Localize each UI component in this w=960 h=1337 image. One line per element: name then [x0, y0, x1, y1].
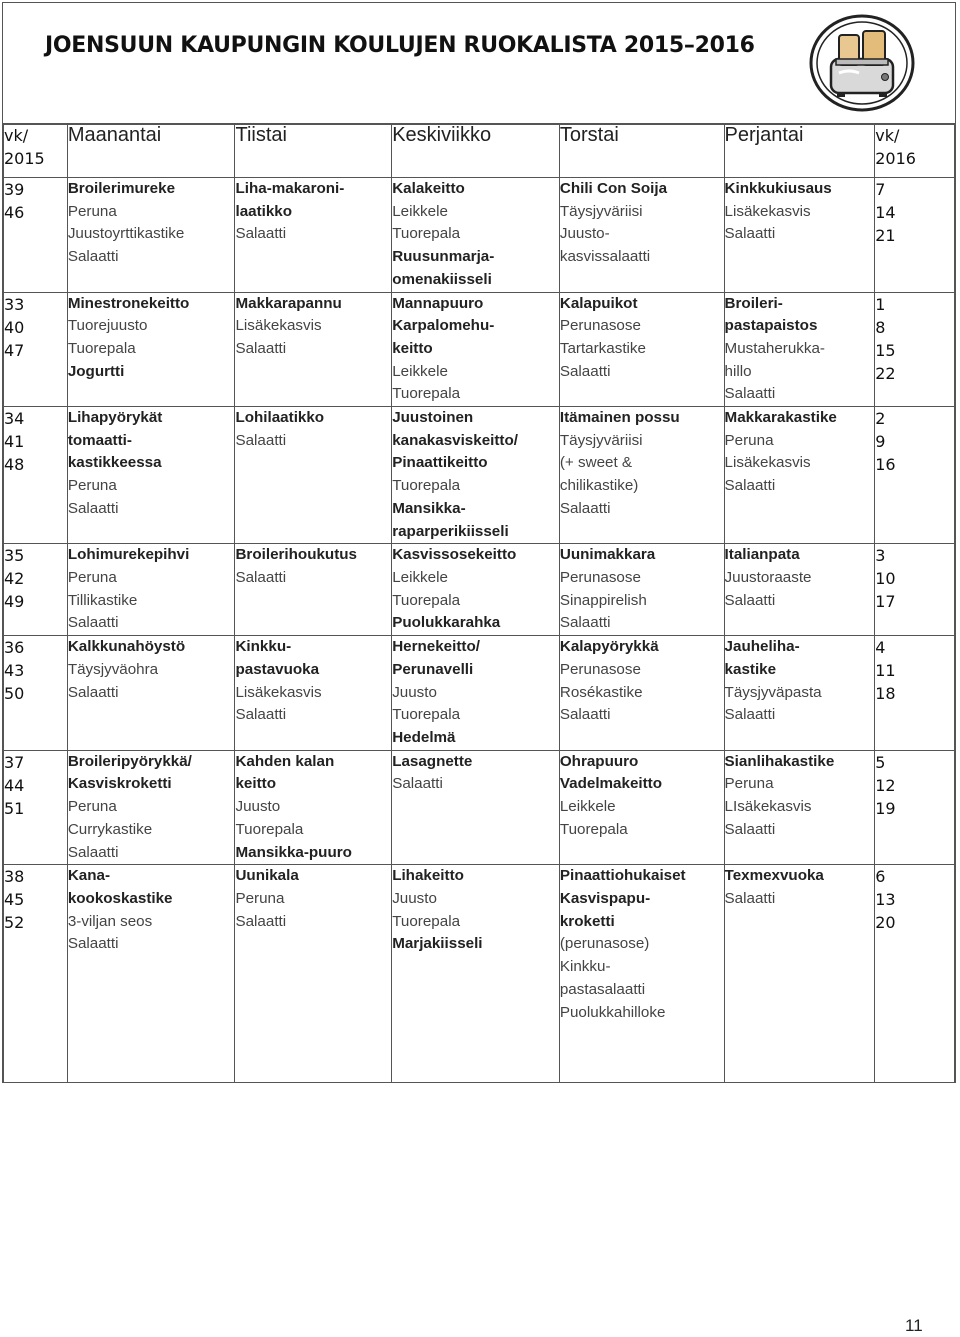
side-item: Tuorepala: [559, 820, 628, 838]
week-number: 13: [875, 890, 896, 910]
menu-cell-thursday: [559, 636, 724, 751]
menu-cell-tuesday: [235, 407, 392, 544]
side-item: Salaatti: [724, 591, 776, 609]
main-dish: kanakasviskeitto/: [392, 431, 518, 449]
week-number: 21: [875, 226, 896, 245]
main-dish: Mansikka-: [392, 499, 466, 517]
main-dish: Kasvispapu-: [559, 889, 651, 907]
week-number: 38: [4, 867, 25, 887]
side-item: Täysjyväriisi: [559, 202, 643, 220]
side-item: Perunasose: [559, 317, 641, 335]
main-dish: Broileripyörykkä/: [67, 752, 192, 770]
side-item: Tuorepala: [392, 591, 461, 609]
main-dish: Texmexvuoka: [724, 867, 824, 885]
side-item: Tillikastike: [67, 591, 138, 609]
side-item: Peruna: [67, 568, 117, 586]
week-number: 34: [4, 409, 25, 429]
main-dish: Lohimurekepihvi: [67, 546, 190, 564]
menu-cell-friday: [724, 178, 875, 293]
header-row: [4, 124, 955, 178]
main-dish: tomaatti-: [67, 431, 132, 449]
week-number: 36: [4, 638, 25, 658]
side-item: Salaatti: [67, 499, 119, 517]
week-number: 50: [4, 684, 25, 704]
main-dish: Lohilaatikko: [235, 409, 325, 427]
main-dish: Chili Con Soija: [559, 180, 668, 197]
side-item: Leikkele: [392, 362, 448, 380]
side-item: Täysjyväriisi: [559, 431, 643, 449]
week-number: 5: [875, 752, 886, 772]
menu-cell-thursday: [559, 292, 724, 407]
main-dish: Vadelmakeitto: [559, 775, 662, 793]
side-item: Tuorepala: [392, 225, 461, 243]
side-item: Salaatti: [724, 820, 776, 838]
week-number: 10: [875, 569, 896, 589]
week-header-right: [875, 124, 955, 178]
side-item: Leikkele: [392, 568, 448, 586]
side-item: Salaatti: [559, 362, 611, 380]
week-row: [4, 865, 955, 1083]
week-number: 8: [875, 317, 886, 337]
week-number: 12: [875, 775, 896, 795]
side-item: Juusto: [235, 798, 281, 816]
side-item: Mustaherukka-: [724, 339, 825, 357]
week-number: 49: [4, 592, 25, 612]
week-row: [4, 636, 955, 751]
toaster-logo-icon: [809, 13, 915, 113]
side-item: 3-viljan seos: [67, 912, 153, 930]
week-row: [4, 407, 955, 544]
side-item: Salaatti: [67, 843, 119, 861]
main-dish: kookoskastike: [67, 889, 173, 907]
menu-cell-wednesday: [392, 292, 560, 407]
day-header-thursday: Torstai: [559, 124, 724, 178]
main-dish: Broileri-: [724, 294, 783, 312]
week-number: 33: [4, 294, 25, 314]
title-row: [3, 3, 955, 125]
side-item: Lisäkekasvis: [235, 317, 322, 335]
menu-cell-thursday: [559, 750, 724, 865]
week-number: 16: [875, 455, 896, 475]
week-number: 42: [4, 569, 25, 589]
main-dish: Makkarakastike: [724, 409, 837, 427]
side-item: Puolukkahilloke: [559, 1003, 666, 1021]
main-dish: Marjakiisseli: [392, 935, 483, 953]
main-dish: Kalapyörykkä: [559, 638, 659, 656]
week-number: 48: [4, 455, 25, 475]
main-dish: kroketti: [559, 912, 615, 930]
side-item: Salaatti: [559, 499, 611, 517]
main-dish: Broilerihoukutus: [235, 546, 357, 564]
week-header-left-line: 2015: [4, 149, 45, 168]
menu-cell-tuesday: [235, 544, 392, 636]
side-item: Tuorepala: [392, 385, 461, 403]
menu-cell-friday: [724, 292, 875, 407]
week-header-left: [4, 124, 68, 178]
side-item: Salaatti: [724, 706, 776, 724]
main-dish: Jauheliha-: [724, 638, 800, 656]
menu-cell-tuesday: [235, 636, 392, 751]
side-item: Tuorepala: [67, 339, 136, 357]
week-row: [4, 178, 955, 293]
side-item: Perunasose: [559, 568, 641, 586]
side-item: Currykastike: [67, 820, 153, 838]
week-number: 18: [875, 684, 896, 704]
side-item: LIsäkekasvis: [724, 798, 812, 816]
main-dish: Mansikka-puuro: [235, 843, 352, 861]
week-numbers-left: [4, 178, 68, 293]
week-number: 52: [4, 913, 25, 933]
side-item: Peruna: [235, 889, 285, 907]
page-title: JOENSUUN KAUPUNGIN KOULUJEN RUOKALISTA 2015–2016: [45, 33, 755, 58]
week-number: 4: [875, 638, 886, 658]
side-item: Salaatti: [235, 568, 287, 586]
side-item: Tuorepala: [392, 912, 461, 930]
day-header-friday: Perjantai: [724, 124, 875, 178]
menu-cell-wednesday: [392, 178, 560, 293]
menu-cell-wednesday: [392, 407, 560, 544]
side-item: Juusto: [392, 683, 437, 701]
menu-cell-wednesday: [392, 636, 560, 751]
week-header-right-line: 2016: [875, 149, 916, 168]
menu-cell-thursday: [559, 178, 724, 293]
main-dish: Pinaattikeitto: [392, 454, 488, 472]
main-dish: Perunavelli: [392, 660, 474, 678]
side-item: Salaatti: [67, 248, 119, 266]
side-item: Kinkku-: [559, 958, 611, 976]
menu-cell-thursday: [559, 407, 724, 544]
week-number: 11: [875, 661, 896, 681]
side-item: Tuorepala: [235, 820, 304, 838]
main-dish: Kinkku-: [235, 638, 292, 656]
main-dish: Kasviskroketti: [67, 775, 172, 793]
menu-cell-monday: [67, 544, 235, 636]
side-item: Täysjyväpasta: [724, 683, 822, 701]
week-numbers-left: [4, 636, 68, 751]
week-number: 44: [4, 775, 25, 795]
side-item: Peruna: [67, 798, 117, 816]
day-header-wednesday: Keskiviikko: [392, 124, 560, 178]
week-number: 35: [4, 546, 25, 566]
menu-cell-friday: [724, 750, 875, 865]
main-dish: Ohrapuuro: [559, 752, 639, 770]
week-numbers-right: [875, 544, 955, 636]
week-numbers-right: [875, 750, 955, 865]
menu-cell-wednesday: [392, 865, 560, 1083]
main-dish: Ruusunmarja-: [392, 248, 495, 266]
week-number: 51: [4, 798, 25, 818]
week-numbers-right: [875, 865, 955, 1083]
side-item: Salaatti: [67, 935, 119, 953]
main-dish: pastavuoka: [235, 660, 320, 678]
week-numbers-left: [4, 407, 68, 544]
week-numbers-left: [4, 292, 68, 407]
main-dish: Kalapuikot: [559, 294, 638, 312]
week-numbers-right: [875, 636, 955, 751]
week-number: 3: [875, 546, 886, 566]
menu-cell-monday: [67, 292, 235, 407]
side-item: Rosékastike: [559, 683, 643, 701]
week-number: 6: [875, 867, 886, 887]
main-dish: Liha-makaroni-: [235, 180, 345, 197]
main-dish: Sianlihakastike: [724, 752, 835, 770]
week-numbers-right: [875, 407, 955, 544]
side-item: Täysjyväohra: [67, 660, 159, 678]
week-number: 45: [4, 890, 25, 910]
menu-cell-monday: [67, 865, 235, 1083]
menu-table: [3, 123, 955, 1083]
menu-frame: [2, 2, 956, 1083]
menu-cell-friday: [724, 544, 875, 636]
main-dish: Minestronekeitto: [67, 294, 190, 312]
side-item: Lisäkekasvis: [724, 202, 811, 220]
week-numbers-right: [875, 292, 955, 407]
side-item: Juusto-: [559, 225, 610, 243]
menu-cell-monday: [67, 178, 235, 293]
side-item: Salaatti: [724, 477, 776, 495]
side-item: hillo: [724, 362, 752, 380]
side-item: Juusto: [392, 889, 437, 907]
main-dish: Kasvissosekeitto: [392, 546, 517, 564]
main-dish: Lasagnette: [392, 752, 473, 770]
side-item: Juustoyrttikastike: [67, 225, 185, 243]
menu-cell-friday: [724, 636, 875, 751]
main-dish: Itämainen possu: [559, 409, 680, 427]
main-dish: Mannapuuro: [392, 294, 484, 312]
week-number: 7: [875, 180, 886, 199]
main-dish: Makkarapannu: [235, 294, 342, 312]
side-item: Peruna: [724, 431, 774, 449]
main-dish: Kalakeitto: [392, 180, 465, 197]
main-dish: Jogurtti: [67, 362, 125, 380]
menu-body: [4, 178, 955, 1083]
side-item: Salaatti: [559, 706, 611, 724]
side-item: Salaatti: [724, 889, 776, 907]
side-item: Peruna: [724, 775, 774, 793]
menu-cell-tuesday: [235, 292, 392, 407]
side-item: Leikkele: [559, 798, 616, 816]
menu-cell-wednesday: [392, 544, 560, 636]
main-dish: Juustoinen: [392, 409, 474, 427]
main-dish: Italianpata: [724, 546, 800, 564]
side-item: Salaatti: [235, 431, 287, 449]
main-dish: Kinkkukiusaus: [724, 180, 832, 197]
week-row: [4, 292, 955, 407]
side-item: Salaatti: [235, 912, 287, 930]
week-number: 19: [875, 798, 896, 818]
main-dish: Lihapyörykät: [67, 409, 163, 427]
week-numbers-left: [4, 865, 68, 1083]
week-number: 40: [4, 317, 25, 337]
side-item: Peruna: [67, 202, 117, 220]
main-dish: Karpalomehu-: [392, 317, 495, 335]
main-dish: Hernekeitto/: [392, 638, 480, 656]
main-dish: keitto: [392, 339, 433, 357]
main-dish: pastapaistos: [724, 317, 818, 335]
week-numbers-right: [875, 178, 955, 293]
menu-cell-thursday: [559, 544, 724, 636]
main-dish: raparperikiisseli: [392, 522, 509, 540]
week-number: 2: [875, 409, 886, 429]
week-row: [4, 544, 955, 636]
menu-cell-friday: [724, 407, 875, 544]
side-item: Salaatti: [235, 339, 287, 357]
main-dish: kastikkeessa: [67, 454, 162, 472]
main-dish: Hedelmä: [392, 729, 456, 747]
week-number: 41: [4, 432, 25, 452]
main-dish: Broilerimureke: [67, 180, 176, 197]
main-dish: Kana-: [67, 867, 111, 885]
main-dish: kastike: [724, 660, 777, 678]
side-item: Tuorepala: [392, 477, 461, 495]
week-number: 47: [4, 340, 25, 360]
side-item: Salaatti: [235, 225, 287, 243]
side-item: Salaatti: [392, 775, 443, 793]
menu-cell-friday: [724, 865, 875, 1083]
week-number: 14: [875, 203, 896, 222]
side-item: Salaatti: [724, 225, 776, 243]
side-item: Lisäkekasvis: [724, 454, 811, 472]
menu-cell-tuesday: [235, 865, 392, 1083]
week-number: 1: [875, 294, 886, 314]
main-dish: keitto: [235, 775, 276, 793]
main-dish: Uunimakkara: [559, 546, 656, 564]
side-item: (perunasose): [559, 935, 650, 953]
week-number: 43: [4, 661, 25, 681]
main-dish: Kalkkunahöystö: [67, 638, 186, 656]
side-item: Perunasose: [559, 660, 641, 678]
side-item: Salaatti: [67, 683, 119, 701]
main-dish: laatikko: [235, 202, 293, 220]
side-item: Tartarkastike: [559, 339, 646, 357]
side-item: Leikkele: [392, 202, 448, 220]
menu-cell-monday: [67, 750, 235, 865]
day-header-tuesday: Tiistai: [235, 124, 392, 178]
side-item: Juustoraaste: [724, 568, 812, 586]
side-item: chilikastike): [559, 477, 639, 495]
week-header-left-line: vk/: [4, 126, 29, 145]
menu-cell-monday: [67, 636, 235, 751]
side-item: (+ sweet &: [559, 454, 633, 472]
main-dish: Lihakeitto: [392, 867, 464, 885]
week-number: 9: [875, 432, 886, 452]
side-item: Tuorejuusto: [67, 317, 148, 335]
menu-cell-wednesday: [392, 750, 560, 865]
side-item: Salaatti: [67, 614, 119, 632]
side-item: Salaatti: [235, 706, 287, 724]
week-number: 39: [4, 180, 25, 199]
side-item: Tuorepala: [392, 706, 461, 724]
main-dish: Puolukkarahka: [392, 614, 501, 632]
week-number: 37: [4, 752, 25, 772]
menu-cell-monday: [67, 407, 235, 544]
week-number: 15: [875, 340, 896, 360]
week-row: [4, 750, 955, 865]
side-item: Sinappirelish: [559, 591, 647, 609]
page-number: 11: [905, 1316, 923, 1335]
week-numbers-left: [4, 750, 68, 865]
week-number: 22: [875, 363, 896, 383]
day-header-monday: Maanantai: [67, 124, 235, 178]
side-item: Salaatti: [559, 614, 611, 632]
main-dish: Pinaattiohukaiset: [559, 867, 686, 885]
side-item: Salaatti: [724, 385, 776, 403]
week-number: 17: [875, 592, 896, 612]
side-item: Peruna: [67, 477, 117, 495]
week-header-right-line: vk/: [875, 126, 900, 145]
side-item: pastasalaatti: [559, 980, 646, 998]
week-number: 20: [875, 913, 896, 933]
main-dish: Uunikala: [235, 867, 299, 885]
menu-cell-tuesday: [235, 178, 392, 293]
side-item: Lisäkekasvis: [235, 683, 322, 701]
menu-cell-tuesday: [235, 750, 392, 865]
main-dish: omenakiisseli: [392, 270, 492, 288]
main-dish: Kahden kalan: [235, 752, 335, 770]
week-numbers-left: [4, 544, 68, 636]
week-number: 46: [4, 203, 25, 222]
side-item: kasvissalaatti: [559, 248, 651, 266]
menu-cell-thursday: [559, 865, 724, 1083]
